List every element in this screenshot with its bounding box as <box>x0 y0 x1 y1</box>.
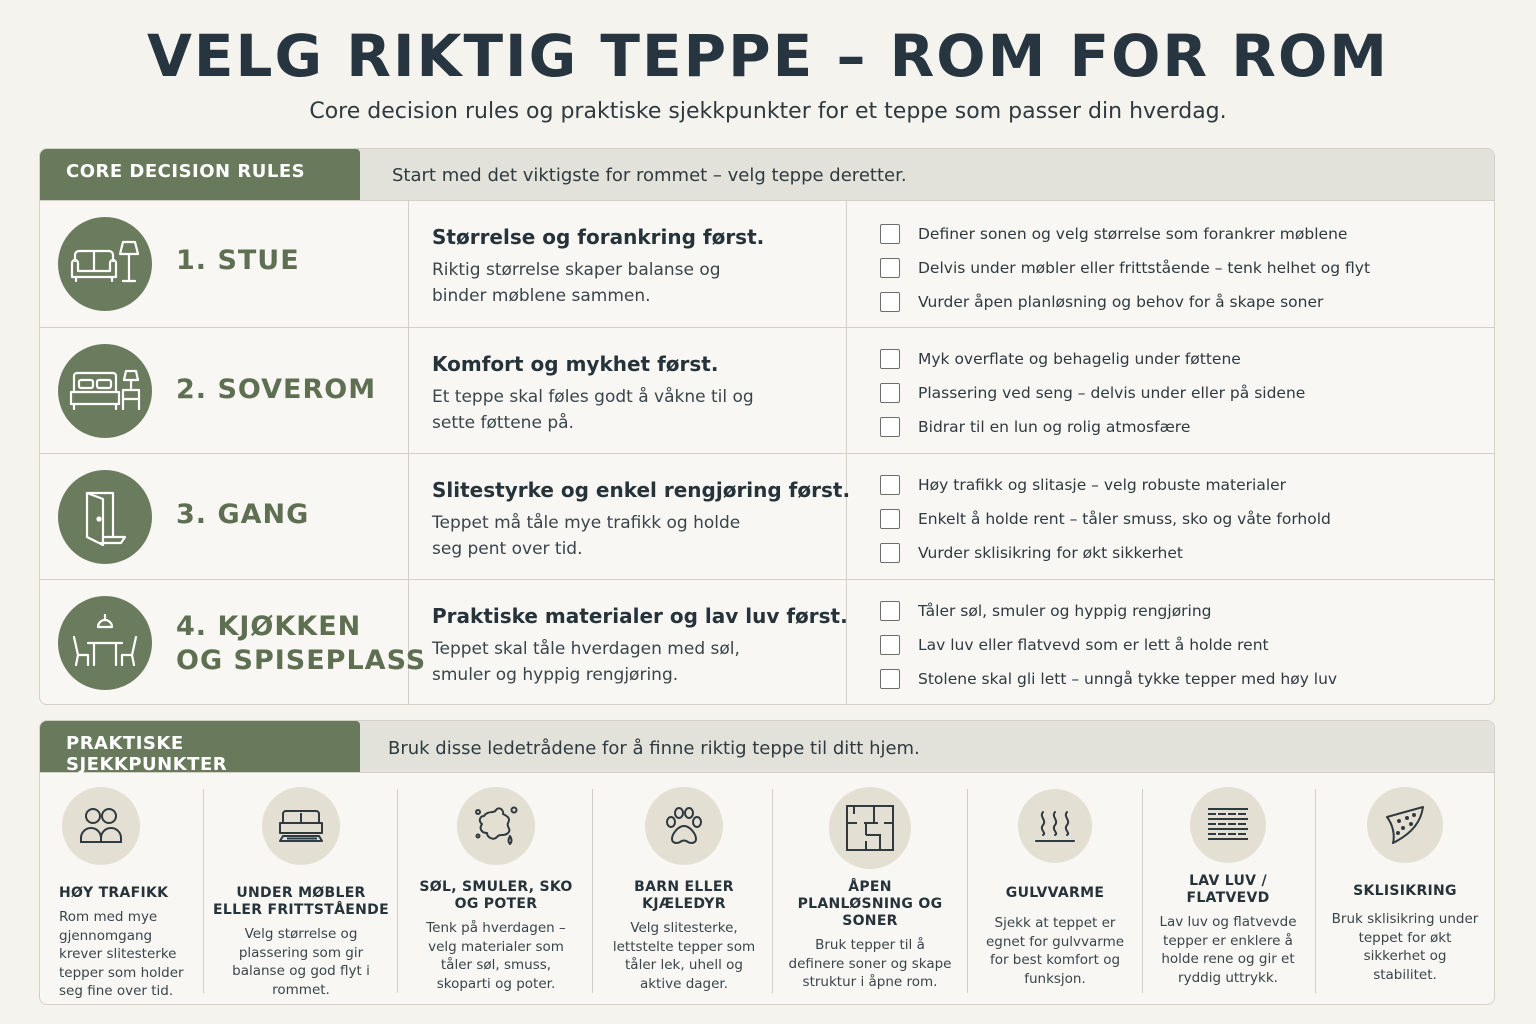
tip-text: Bruk tepper til å definere soner og skape struktur i åpne rom. <box>788 937 952 990</box>
checkbox[interactable] <box>880 417 900 437</box>
tip-text: Rom med mye gjennomgang krever slitesterke tepper som holder seg fine over tid. <box>59 909 184 999</box>
checklist-item-label: Tåler søl, smuler og hyppig rengjøring <box>918 602 1212 620</box>
tip-title: BARN ELLER KJÆLEDYR <box>634 879 734 912</box>
paw-icon <box>645 787 723 865</box>
checkbox[interactable] <box>880 509 900 529</box>
checklist-item[interactable] <box>880 342 1305 376</box>
tip-divider <box>772 789 773 993</box>
tip-text: Tenk på hverdagen – velg materialer som tåler søl, smuss, skoparti og poter. <box>426 920 566 992</box>
checkbox[interactable] <box>880 669 900 689</box>
checklist <box>880 342 1305 444</box>
checkbox[interactable] <box>880 383 900 403</box>
rules-panel-header <box>40 149 1494 201</box>
checklist <box>880 594 1337 696</box>
tip-title: ÅPEN PLANLØSNING OG SONER <box>797 879 943 929</box>
checklist <box>880 468 1331 570</box>
page-title: VELG RIKTIG TEPPE – ROM FOR ROM <box>147 22 1389 90</box>
checklist-item-label: Bidrar til en lun og rolig atmosfære <box>918 418 1191 436</box>
rule-text: Teppet skal tåle hverdagen med søl, smuler og hyppig rengjøring. <box>432 639 740 685</box>
rule-title: Størrelse og forankring først. <box>432 225 765 249</box>
rules-panel-description: Start med det viktigste for rommet – velg teppe deretter. <box>392 165 907 186</box>
checklist-item-label: Stolene skal gli lett – unngå tykke tepper med høy luv <box>918 670 1338 688</box>
tips-panel-header <box>40 721 1494 773</box>
rule-row-soverom <box>40 327 1495 453</box>
tip-divider <box>967 789 968 993</box>
spill-icon <box>457 787 535 865</box>
checklist-item[interactable] <box>880 468 1331 502</box>
tip-text: Sjekk at teppet er egnet for gulvvarme for best komfort og funksjon. <box>985 915 1125 987</box>
tip-title: LAV LUV / FLATVEVD <box>1186 873 1270 906</box>
checkbox[interactable] <box>880 349 900 369</box>
checklist-item[interactable] <box>880 662 1337 696</box>
tip-card <box>604 773 764 1005</box>
tip-divider <box>592 789 593 993</box>
rules-panel-tab: CORE DECISION RULES <box>40 149 360 200</box>
tip-title: SØL, SMULER, SKO OG POTER <box>419 879 573 912</box>
checkbox[interactable] <box>880 475 900 495</box>
tip-divider <box>397 789 398 993</box>
sofa-lamp-icon <box>58 217 152 311</box>
checklist-item-label: Lav luv eller flatvevd som er lett å holde rent <box>918 636 1269 654</box>
checklist-item[interactable] <box>880 502 1331 536</box>
tip-divider <box>1315 789 1316 993</box>
room-name-stue: 1. STUE <box>176 245 300 276</box>
rule-title: Praktiske materialer og lav luv først. <box>432 604 848 628</box>
tip-text: Velg slitesterke, lettstelte tepper som tåler lek, uhell og aktive dager. <box>612 920 756 992</box>
tip-card <box>412 773 580 1005</box>
tip-card <box>212 773 390 1005</box>
checklist-item-label: Høy trafikk og slitasje – velg robuste materialer <box>918 476 1287 494</box>
tip-title: SKLISIKRING <box>1353 883 1457 899</box>
bed-icon <box>58 344 152 438</box>
tip-title: HØY TRAFIKK <box>59 885 169 901</box>
tip-text: Velg størrelse og plassering som gir balanse og god flyt i rommet. <box>232 926 370 998</box>
checklist-item[interactable] <box>880 628 1337 662</box>
tip-title: GULVVARME <box>1005 885 1105 901</box>
heat-icon <box>1018 789 1092 863</box>
tip-text: Lav luv og flatvevde tepper er enklere å holde rene og gir et ryddig uttrykk. <box>1159 914 1297 986</box>
checklist-item-label: Delvis under møbler eller frittstående – tenk helhet og flyt <box>918 259 1371 277</box>
page-subtitle: Core decision rules og praktiske sjekkpunkter for et teppe som passer din hverdag. <box>309 99 1227 124</box>
checklist-item-label: Plassering ved seng – delvis under eller på sidene <box>918 384 1306 402</box>
checklist-item[interactable] <box>880 285 1370 319</box>
tip-title: UNDER MØBLER ELLER FRITTSTÅENDE <box>213 885 389 918</box>
checklist-item-label: Definer sonen og velg størrelse som forankrer møblene <box>918 225 1348 243</box>
room-name-kjokken <box>176 610 426 678</box>
rule-title: Slitestyrke og enkel rengjøring først. <box>432 478 851 502</box>
checklist-item[interactable] <box>880 594 1337 628</box>
checkbox[interactable] <box>880 292 900 312</box>
rule-row-gang <box>40 453 1495 579</box>
rules-panel <box>39 148 1495 705</box>
checklist-item[interactable] <box>880 410 1305 444</box>
rule-row-kjokken <box>40 579 1495 705</box>
checkbox[interactable] <box>880 543 900 563</box>
checklist-item-label: Myk overflate og behagelig under føttene <box>918 350 1241 368</box>
tip-divider <box>203 789 204 993</box>
tip-card <box>980 773 1130 1005</box>
checklist-item[interactable] <box>880 536 1331 570</box>
nonslip-icon <box>1367 787 1443 863</box>
sofa-rug-icon <box>262 787 340 865</box>
checklist-item[interactable] <box>880 376 1305 410</box>
tip-text: Bruk sklisikring under teppet for økt sikkerhet og stabilitet. <box>1331 911 1479 983</box>
checklist-item-label: Vurder åpen planløsning og behov for å skape soner <box>918 293 1324 311</box>
tip-card <box>788 773 952 1005</box>
rule-text: Teppet må tåle mye trafikk og holde seg pent over tid. <box>432 513 741 559</box>
tip-card <box>1154 773 1302 1005</box>
tip-card <box>52 773 198 1005</box>
rule-text: Et teppe skal føles godt å våkne til og sette føttene på. <box>432 387 754 433</box>
tips-panel-description: Bruk disse ledetrådene for å finne riktig teppe til ditt hjem. <box>388 738 920 759</box>
door-icon <box>58 470 152 564</box>
room-name-soverom: 2. SOVEROM <box>176 374 377 405</box>
dining-table-icon <box>58 596 152 690</box>
tip-divider <box>1142 789 1143 993</box>
checkbox[interactable] <box>880 601 900 621</box>
rule-text: Riktig størrelse skaper balanse og binder møblene sammen. <box>432 260 721 306</box>
checkbox[interactable] <box>880 224 900 244</box>
checklist-item-label: Enkelt å holde rent – tåler smuss, sko og våte forhold <box>918 510 1331 528</box>
room-name-gang: 3. GANG <box>176 499 310 530</box>
checklist-item[interactable] <box>880 217 1370 251</box>
flatweave-icon <box>1190 787 1266 863</box>
tips-panel <box>39 720 1495 1005</box>
rule-title: Komfort og mykhet først. <box>432 352 719 376</box>
checklist <box>880 217 1370 319</box>
room-name-line: OG SPISEPLASS <box>176 645 427 676</box>
people-icon <box>62 787 140 865</box>
checkbox[interactable] <box>880 258 900 278</box>
floorplan-icon <box>829 787 911 869</box>
checkbox[interactable] <box>880 635 900 655</box>
checklist-item-label: Vurder sklisikring for økt sikkerhet <box>918 544 1183 562</box>
room-name-line: 4. KJØKKEN <box>176 611 362 642</box>
tips-panel-tab: PRAKTISKE SJEKKPUNKTER <box>40 721 360 772</box>
checklist-item[interactable] <box>880 251 1370 285</box>
tip-card <box>1330 773 1480 1005</box>
rule-row-stue <box>40 201 1495 327</box>
